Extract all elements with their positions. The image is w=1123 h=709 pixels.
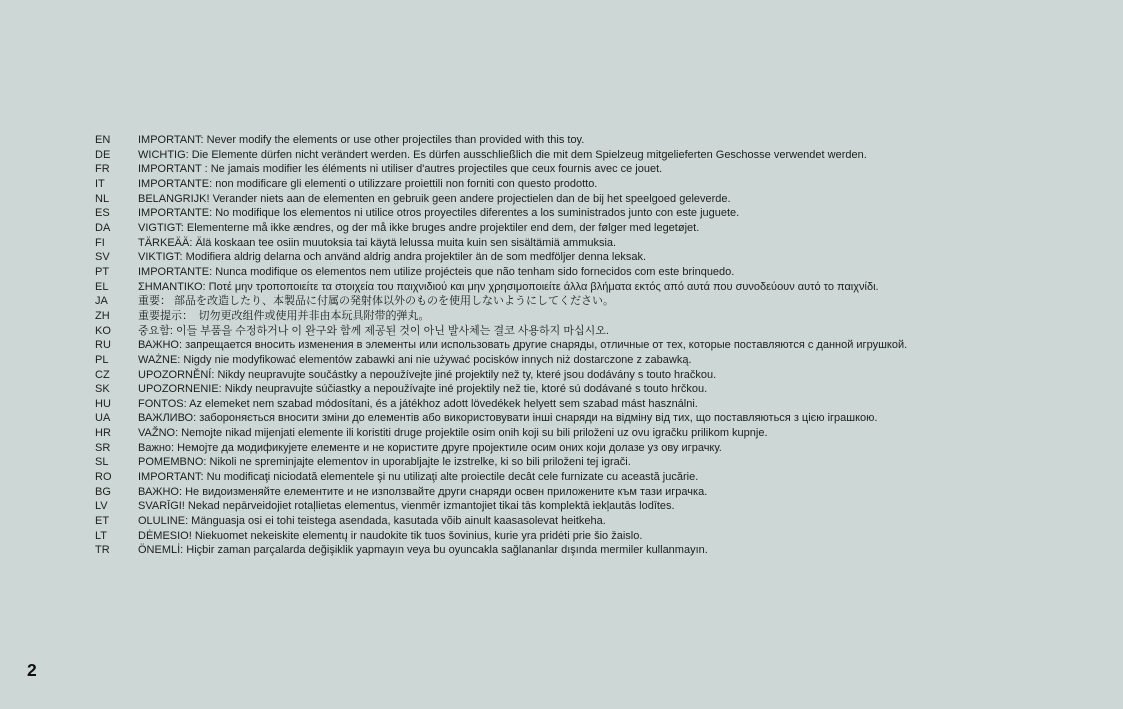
warning-text: SVARĪGI! Nekad nepārveidojiet rotaļlietas elementus, vienmēr izmantojiet tikai tās komplektā iekļautās lodītes. <box>138 500 675 513</box>
warning-text: OLULINE: Mänguasja osi ei tohi teistega asendada, kasutada võib ainult kaasasolevat heitkeha. <box>138 515 606 528</box>
warning-text: WICHTIG: Die Elemente dürfen nicht verändert werden. Es dürfen ausschließlich die mit dem Spielzeug mitgelieferten Geschosse verwendet werden. <box>138 148 867 161</box>
language-code: SV <box>95 251 110 264</box>
language-code: EL <box>95 280 109 293</box>
warning-row <box>95 250 907 265</box>
warning-text: DĖMESIO! Niekuomet nekeiskite elementų ir naudokite tik tuos šovinius, kurie yra pridėti prie šio žaislo. <box>138 529 643 542</box>
warning-text: TÄRKEÄÄ: Älä koskaan tee osiin muutoksia tai käytä lelussa muita kuin sen sisältämiä ammuksia. <box>138 236 617 249</box>
warning-row <box>95 543 907 558</box>
warning-text: IMPORTANTE: No modifique los elementos ni utilice otros proyectiles diferentes a los suministrados junto con este juguete. <box>138 207 740 220</box>
language-code: FI <box>95 236 105 249</box>
warning-row <box>95 192 907 207</box>
language-code: ZH <box>95 309 110 322</box>
warning-row <box>95 280 907 295</box>
language-code: CZ <box>95 368 110 381</box>
warning-row <box>95 236 907 251</box>
warning-row <box>95 294 907 309</box>
warning-row <box>95 382 907 397</box>
warning-text: 重要： 部品を改造したり、本製品に付属の発射体以外のものを使用しないようにしてください。 <box>138 295 615 308</box>
warning-row <box>95 441 907 456</box>
language-code: PL <box>95 353 109 366</box>
warning-text: VAŽNO: Nemojte nikad mijenjati elemente ili koristiti druge projektile osim onih koji su bili priloženi uz ovu igračku prilikom kupnje. <box>138 427 768 440</box>
warning-text: VIGTIGT: Elementerne må ikke ændres, og der må ikke bruges andre projektiler end dem, der følger med legetøjet. <box>138 221 700 234</box>
warning-text: ВАЖНО: запрещается вносить изменения в элементы или использовать другие снаряды, отличные от тех, которые поставляются с данной игрушкой. <box>138 339 908 352</box>
language-code: HR <box>95 427 111 440</box>
language-code: JA <box>95 295 108 308</box>
language-code: BG <box>95 485 111 498</box>
warning-row <box>95 148 907 163</box>
warning-row <box>95 221 907 236</box>
warning-text: 중요함: 이들 부품을 수정하거나 이 완구와 함께 제공된 것이 아닌 발사체는 결코 사용하지 마십시오. <box>138 324 609 337</box>
language-code: RU <box>95 339 111 352</box>
warning-text: IMPORTANTE: non modificare gli elementi o utilizzare proiettili non forniti con questo prodotto. <box>138 177 598 190</box>
warning-text: ÖNEMLİ: Hiçbir zaman parçalarda değişiklik yapmayın veya bu oyuncakla sağlananlar dışında mermiler kullanmayın. <box>138 544 708 557</box>
language-code: EN <box>95 134 111 146</box>
warning-text: ВАЖНО: Не видоизменяйте елементите и не използвайте други снаряди освен приложените към тази играчка. <box>138 485 708 498</box>
warning-row <box>95 470 907 485</box>
warning-row <box>95 338 907 353</box>
language-code: ES <box>95 207 110 220</box>
warning-row <box>95 529 907 544</box>
warning-text: WAŻNE: Nigdy nie modyfikować elementów zabawki ani nie używać pocisków innych niż dostarczone z zabawką. <box>138 353 692 366</box>
warning-row <box>95 133 907 148</box>
language-code: RO <box>95 471 112 484</box>
warning-row <box>95 162 907 177</box>
page-number: 2 <box>27 660 37 680</box>
language-code: TR <box>95 544 110 557</box>
warning-row <box>95 455 907 470</box>
language-code: LT <box>95 529 108 542</box>
language-code: ET <box>95 515 110 528</box>
warning-row <box>95 353 907 368</box>
warning-row <box>95 485 907 500</box>
warning-row <box>95 309 907 324</box>
language-code: PT <box>95 265 110 278</box>
warning-text: Важно: Немојте да модификујете елементе и не користите друге пројектиле осим оних који долазе уз ову играчку. <box>138 441 722 454</box>
language-code: KO <box>95 324 111 337</box>
warning-text: BELANGRIJK! Verander niets aan de elementen en gebruik geen andere projectielen dan de bij het speelgoed geleverde. <box>138 192 731 205</box>
language-code: LV <box>95 500 108 513</box>
warning-text: POMEMBNO: Nikoli ne spreminjajte elementov in uporabljajte le izstrelke, ki so bili priloženi tej igrači. <box>138 456 631 469</box>
language-code: IT <box>95 177 105 190</box>
warning-row <box>95 368 907 383</box>
warning-row <box>95 397 907 412</box>
language-code: DE <box>95 148 111 161</box>
language-code: FR <box>95 163 110 176</box>
warning-row <box>95 499 907 514</box>
warning-text: IMPORTANT : Ne jamais modifier les éléments ni utiliser d'autres projectiles que ceux fournis avec ce jouet. <box>138 163 663 176</box>
warning-text: ВАЖЛИВО: забороняється вносити зміни до елементів або використовувати інші снаряди на відміну від тих, що поставляються з цією іграшкою. <box>138 412 878 425</box>
warning-text: IMPORTANT: Never modify the elements or use other projectiles than provided with this toy. <box>138 134 585 146</box>
warning-text: IMPORTANT: Nu modificaţi niciodată elementele şi nu utilizaţi alte proiectile decât cele furnizate cu această jucărie. <box>138 471 699 484</box>
warning-row <box>95 206 907 221</box>
warning-row <box>95 514 907 529</box>
language-code: HU <box>95 397 111 410</box>
warning-row <box>95 411 907 426</box>
warning-text: UPOZORNĚNÍ: Nikdy neupravujte součástky a nepoužívejte jiné projektily než ty, které jsou dodávány s touto hračkou. <box>138 368 717 381</box>
language-code: DA <box>95 221 111 234</box>
language-code: SR <box>95 441 111 454</box>
warning-row <box>95 426 907 441</box>
warning-text: UPOZORNENIE: Nikdy neupravujte súčiastky a nepoužívajte iné projektily než tie, ktoré sú dodávané s touto hrčkou. <box>138 383 708 396</box>
warning-row <box>95 265 907 280</box>
warning-row <box>95 324 907 339</box>
language-code: SL <box>95 456 109 469</box>
language-code: UA <box>95 412 111 425</box>
warning-row <box>95 177 907 192</box>
warning-text: 重要提示： 切勿更改组件或使用并非由本玩具附带的弹丸。 <box>138 309 430 322</box>
language-code: NL <box>95 192 110 205</box>
warning-text: FONTOS: Az elemeket nem szabad módosítani, és a játékhoz adott lövedékek helyett sem szabad mást használni. <box>138 397 698 410</box>
multilingual-warning-list <box>95 133 907 558</box>
warning-text: ΣΗΜΑΝΤΙΚΟ: Ποτέ μην τροποποιείτε τα στοιχεία του παιχνιδιού και μην χρησιμοποιείτε άλλα βλήματα εκτός από αυτά που συνοδεύουν αυτό το παιχνίδι. <box>138 280 879 293</box>
warning-text: IMPORTANTE: Nunca modifique os elementos nem utilize projécteis que não tenham sido fornecidos com este brinquedo. <box>138 265 735 278</box>
warning-text: VIKTIGT: Modifiera aldrig delarna och använd aldrig andra projektiler än de som medföljer denna leksak. <box>138 251 647 264</box>
language-code: SK <box>95 383 110 396</box>
